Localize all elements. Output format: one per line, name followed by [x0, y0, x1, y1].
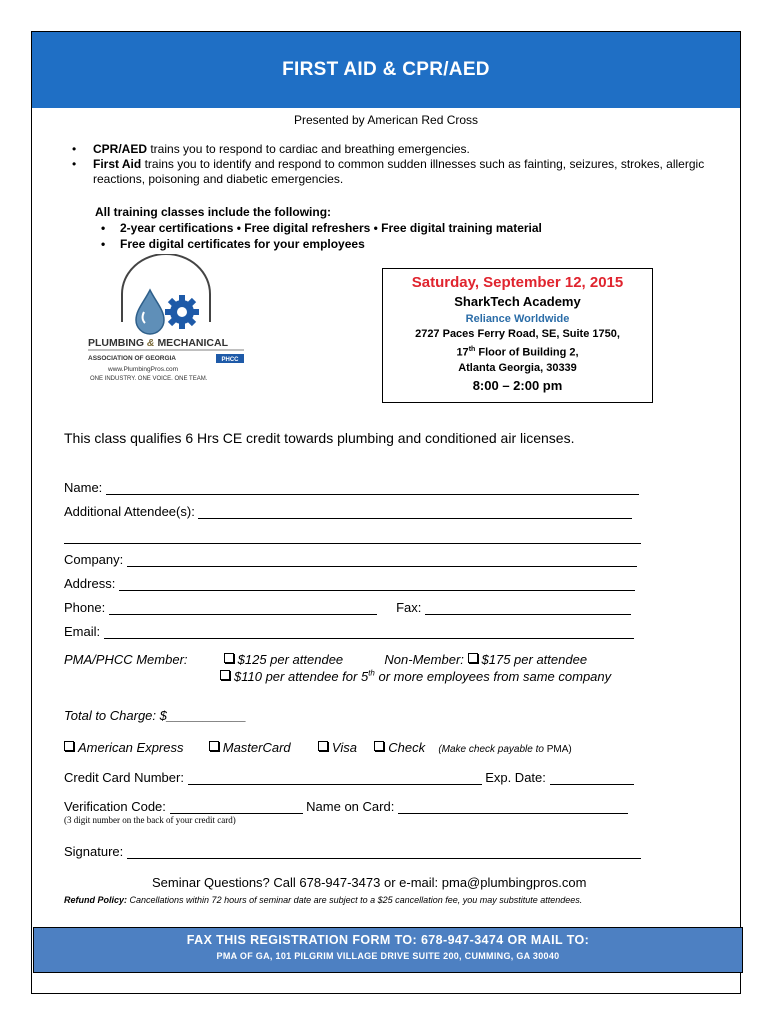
event-time: 8:00 – 2:00 pm	[472, 377, 563, 393]
signature-row: Signature:	[64, 844, 641, 859]
bullet-cpr: • CPR/AED trains you to respond to cardiac and breathing emergencies.	[72, 142, 722, 157]
fax-field[interactable]	[425, 601, 631, 615]
checkbox-icon	[209, 741, 219, 751]
fax-line: FAX THIS REGISTRATION FORM TO: 678-947-3474 OR MAIL TO:	[186, 933, 590, 947]
pay-check-option[interactable]: Check	[374, 740, 425, 755]
event-address: 2727 Paces Ferry Road, SE, Suite 1750,	[415, 328, 620, 340]
verification-note: (3 digit number on the back of your credit card)	[64, 815, 236, 825]
phone-fax-row: Phone: Fax:	[64, 600, 631, 615]
course-bullets	[72, 142, 722, 187]
refund-policy: Refund Policy: Cancellations within 72 hours of seminar date are subject to a $25 cancellation fee, you may substitute attendees.	[64, 895, 583, 905]
checkbox-icon	[318, 741, 328, 751]
verification-row: Verification Code: Name on Card:	[64, 799, 628, 814]
payment-methods-row	[64, 740, 572, 755]
credit-card-number-field[interactable]	[188, 771, 482, 785]
page-title: FIRST AID & CPR/AED	[32, 32, 740, 108]
pay-mastercard-option[interactable]: MasterCard	[209, 740, 291, 755]
additional-attendees-field-2[interactable]	[64, 530, 641, 544]
training-line-2: • Free digital certificates for your employees	[95, 236, 542, 252]
presented-by: Presented by American Red Cross	[293, 113, 479, 127]
pricing-row-1: PMA/PHCC Member: $125 per attendee Non-Member: $175 per attendee	[64, 652, 588, 667]
logo-line-2: ASSOCIATION OF GEORGIA	[88, 355, 176, 362]
pma-logo	[84, 254, 248, 384]
checkbox-icon	[374, 741, 384, 751]
member-125-option[interactable]: $125 per attendee	[224, 652, 344, 667]
logo-line-1: PLUMBING & MECHANICAL	[88, 337, 229, 349]
pricing-row-2	[220, 669, 611, 684]
ce-credit-note: This class qualifies 6 Hrs CE credit towards plumbing and conditioned air licenses.	[64, 430, 575, 446]
total-to-charge[interactable]: Total to Charge: $___________	[64, 708, 247, 723]
fax-mail-banner	[33, 927, 743, 973]
event-city: Atlanta Georgia, 30339	[458, 361, 577, 374]
pay-visa-option[interactable]: Visa	[318, 740, 357, 755]
exp-date-field[interactable]	[550, 771, 634, 785]
name-field[interactable]	[106, 481, 639, 495]
seminar-questions: Seminar Questions? Call 678-947-3473 or e-mail: pma@plumbingpros.com	[152, 875, 587, 890]
pay-amex-option[interactable]: American Express	[64, 740, 183, 755]
checkbox-icon	[220, 670, 230, 680]
mail-address-line: PMA OF GA, 101 PILGRIM VILLAGE DRIVE SUITE 200, CUMMING, GA 30040	[216, 951, 560, 961]
bullet-first-aid: • First Aid trains you to identify and respond to common sudden illnesses such as fainting, seizures, strokes, allergic reactions, poisoning and diabetic emergencies.	[72, 157, 722, 187]
checkbox-icon	[64, 741, 74, 751]
address-row: Address:	[64, 576, 635, 591]
event-details-box	[382, 268, 653, 403]
name-row: Name:	[64, 480, 639, 495]
member-110-option[interactable]: $110 per attendee for 5th or more employees from same company	[220, 669, 611, 684]
check-payable-note: (Make check payable to PMA)	[438, 744, 572, 755]
training-heading: All training classes include the following:	[95, 205, 332, 219]
event-date: Saturday, September 12, 2015	[411, 274, 624, 291]
checkbox-icon	[468, 653, 478, 663]
signature-field[interactable]	[127, 845, 641, 859]
logo-tagline: ONE INDUSTRY. ONE VOICE. ONE TEAM.	[90, 376, 208, 382]
additional-attendees-row: Additional Attendee(s):	[64, 504, 632, 519]
event-org: Reliance Worldwide	[465, 313, 570, 325]
phone-field[interactable]	[109, 601, 377, 615]
logo-url: www.PlumbingPros.com	[108, 366, 179, 373]
logo-badge: PHCC	[221, 357, 239, 363]
registration-form-page	[31, 31, 741, 994]
verification-code-field[interactable]	[170, 800, 303, 814]
additional-attendees-field[interactable]	[198, 505, 632, 519]
company-field[interactable]	[127, 553, 637, 567]
company-row: Company:	[64, 552, 637, 567]
event-venue: SharkTech Academy	[454, 294, 581, 309]
checkbox-icon	[224, 653, 234, 663]
nonmember-175-option[interactable]: $175 per attendee	[468, 652, 588, 667]
training-line-1: • 2-year certifications • Free digital refreshers • Free digital training material	[95, 220, 542, 236]
address-field[interactable]	[119, 577, 635, 591]
email-field[interactable]	[104, 625, 634, 639]
training-includes	[95, 204, 542, 252]
name-on-card-field[interactable]	[398, 800, 628, 814]
additional-attendees-row-2	[64, 529, 641, 544]
event-floor: 17th Floor of Building 2,	[456, 346, 579, 359]
email-row: Email:	[64, 624, 634, 639]
credit-card-row: Credit Card Number: Exp. Date:	[64, 770, 634, 785]
